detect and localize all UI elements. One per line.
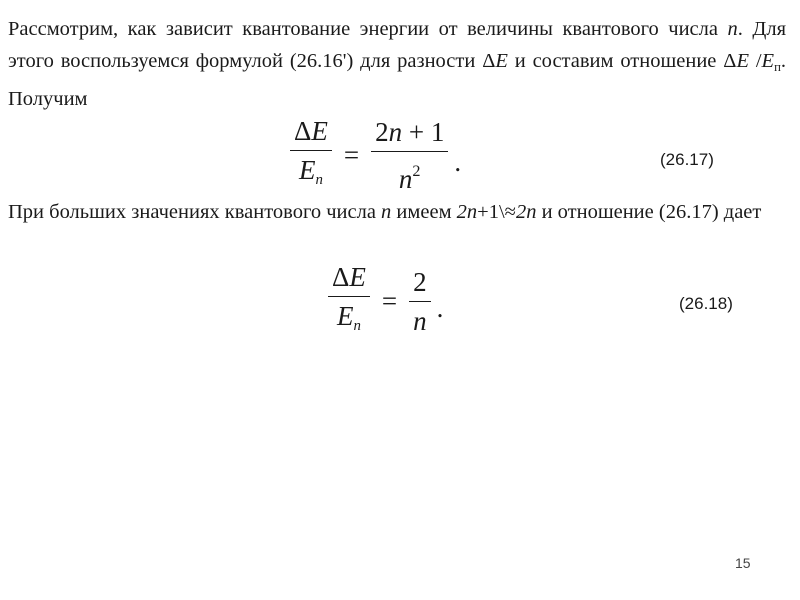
var-n: n bbox=[381, 201, 392, 223]
var-E: E bbox=[761, 50, 775, 72]
var-E: E bbox=[311, 116, 328, 146]
paragraph-1 bbox=[8, 13, 786, 115]
lhs-fraction bbox=[290, 116, 332, 195]
rhs-denominator: n bbox=[413, 306, 427, 337]
lhs-denominator bbox=[333, 297, 365, 341]
var-E: E bbox=[336, 301, 354, 331]
lhs-denominator bbox=[295, 151, 327, 195]
text: . Для этого воспользуемся формулой (26.16') для разности bbox=[8, 18, 786, 72]
var-n: n bbox=[466, 201, 478, 223]
rhs-denominator bbox=[395, 152, 425, 194]
delta-symbol: Δ bbox=[723, 50, 737, 72]
expr: +1\≈ bbox=[477, 201, 516, 223]
var-E: E bbox=[736, 50, 749, 72]
text: При больших значениях квантового числа bbox=[8, 201, 382, 223]
var-n: n bbox=[388, 117, 403, 148]
text: и составим отношение bbox=[507, 50, 724, 72]
lhs-numerator bbox=[328, 262, 370, 297]
delta-symbol: Δ bbox=[332, 262, 350, 292]
rhs-numerator: 2 bbox=[409, 267, 431, 302]
var-n: n bbox=[526, 201, 537, 223]
formula-26-17 bbox=[290, 116, 461, 195]
exponent: 2 bbox=[412, 162, 421, 181]
lhs-numerator bbox=[290, 116, 332, 151]
text: . Получим bbox=[8, 50, 786, 110]
var-n: n bbox=[398, 164, 413, 195]
period: . bbox=[436, 293, 444, 324]
subscript-n: n bbox=[315, 172, 323, 189]
subscript-n: n bbox=[353, 318, 361, 335]
equals-sign: = bbox=[343, 140, 360, 171]
equation-number-26-17: (26.17) bbox=[660, 150, 714, 169]
delta-symbol: Δ bbox=[482, 50, 496, 72]
lhs-fraction bbox=[328, 262, 370, 341]
expr: 2 bbox=[515, 201, 527, 223]
paragraph-2 bbox=[8, 196, 786, 228]
rhs-fraction bbox=[409, 267, 431, 336]
slash: / bbox=[748, 50, 762, 72]
plus-one: + 1 bbox=[402, 117, 445, 148]
equation-number-26-18: (26.18) bbox=[679, 294, 733, 313]
coef: 2 bbox=[375, 117, 389, 148]
formula-26-18 bbox=[328, 262, 443, 341]
var-E: E bbox=[495, 50, 508, 72]
equals-sign: = bbox=[381, 286, 398, 317]
page-number: 15 bbox=[735, 555, 751, 571]
period: . bbox=[454, 147, 462, 178]
text: имеем bbox=[391, 201, 457, 223]
var-E: E bbox=[298, 155, 316, 185]
rhs-fraction bbox=[371, 117, 448, 194]
expr: 2 bbox=[456, 201, 467, 223]
var-E: E bbox=[349, 262, 366, 292]
text: и отношение (26.17) дает bbox=[536, 201, 762, 223]
var-n: n bbox=[727, 18, 738, 40]
rhs-numerator bbox=[371, 117, 448, 152]
subscript: п bbox=[774, 59, 781, 74]
delta-symbol: Δ bbox=[294, 116, 312, 146]
text: Рассмотрим, как зависит квантование энергии от величины квантового числа bbox=[8, 18, 728, 40]
